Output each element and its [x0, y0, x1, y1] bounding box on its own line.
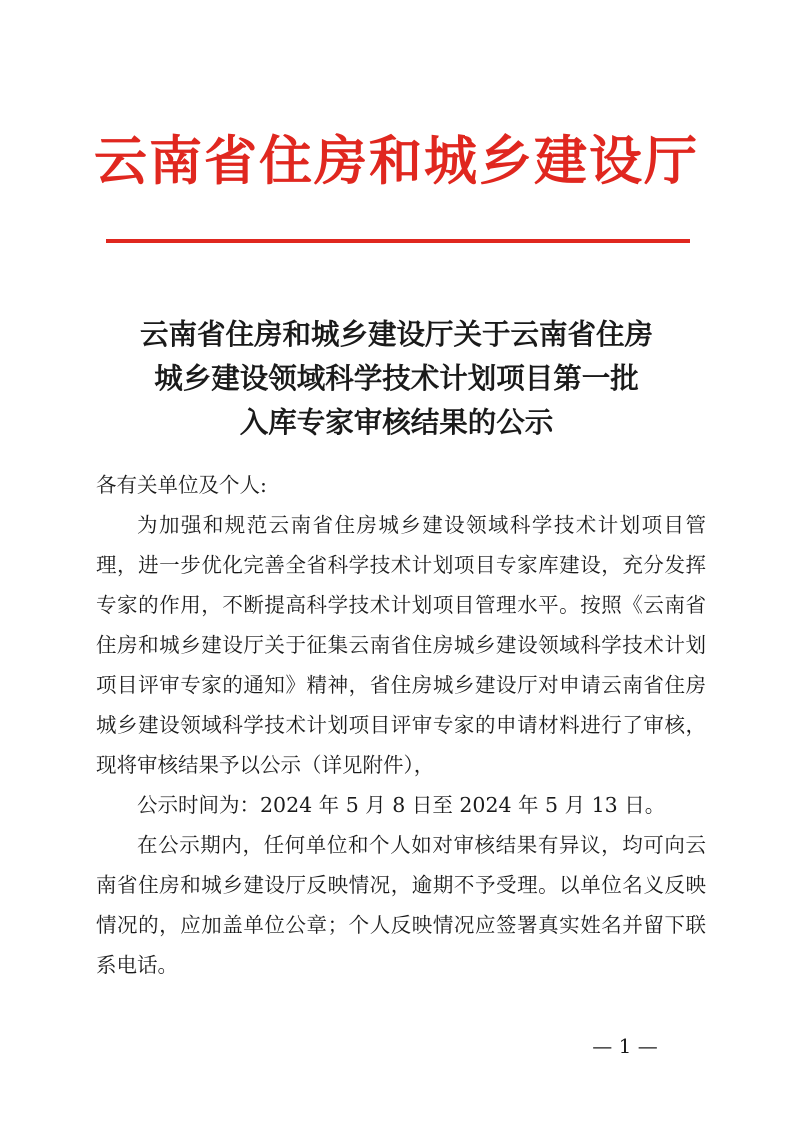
title-line-3: 入库专家审核结果的公示	[239, 406, 554, 439]
document-body	[96, 465, 706, 985]
paragraph-objection: 在公示期内，任何单位和个人如对审核结果有异议，均可向云南省住房和城乡建设厅反映情况，逾期不予受理。以单位名义反映情况的，应加盖单位公章；个人反映情况应签署真实姓名并留下联系电话。	[96, 833, 706, 977]
salutation: 各有关单位及个人:	[96, 473, 267, 497]
title-line-2: 城乡建设领域科学技术计划项目第一批	[154, 362, 639, 395]
letterhead-red-rule	[106, 239, 690, 243]
document-title	[0, 313, 793, 445]
paragraph-period: 公示时间为：2024 年 5 月 8 日至 2024 年 5 月 13 日。	[137, 793, 666, 817]
page-number: — 1 —	[592, 1034, 658, 1058]
letterhead-org-name: 云南省住房和城乡建设厅	[94, 131, 699, 192]
paragraph-purpose: 为加强和规范云南省住房城乡建设领域科学技术计划项目管理，进一步优化完善全省科学技术计划项目专家库建设，充分发挥专家的作用，不断提高科学技术计划项目管理水平。按照《云南省住房和城乡建设厅关于征集云南省住房城乡建设领域科学技术计划项目评审专家的通知》精神，省住房城乡建设厅对申请云南省住房城乡建设领域科学技术计划项目评审专家的申请材料进行了审核，现将审核结果予以公示（详见附件），	[96, 513, 706, 777]
title-line-1: 云南省住房和城乡建设厅关于云南省住房	[139, 318, 653, 351]
